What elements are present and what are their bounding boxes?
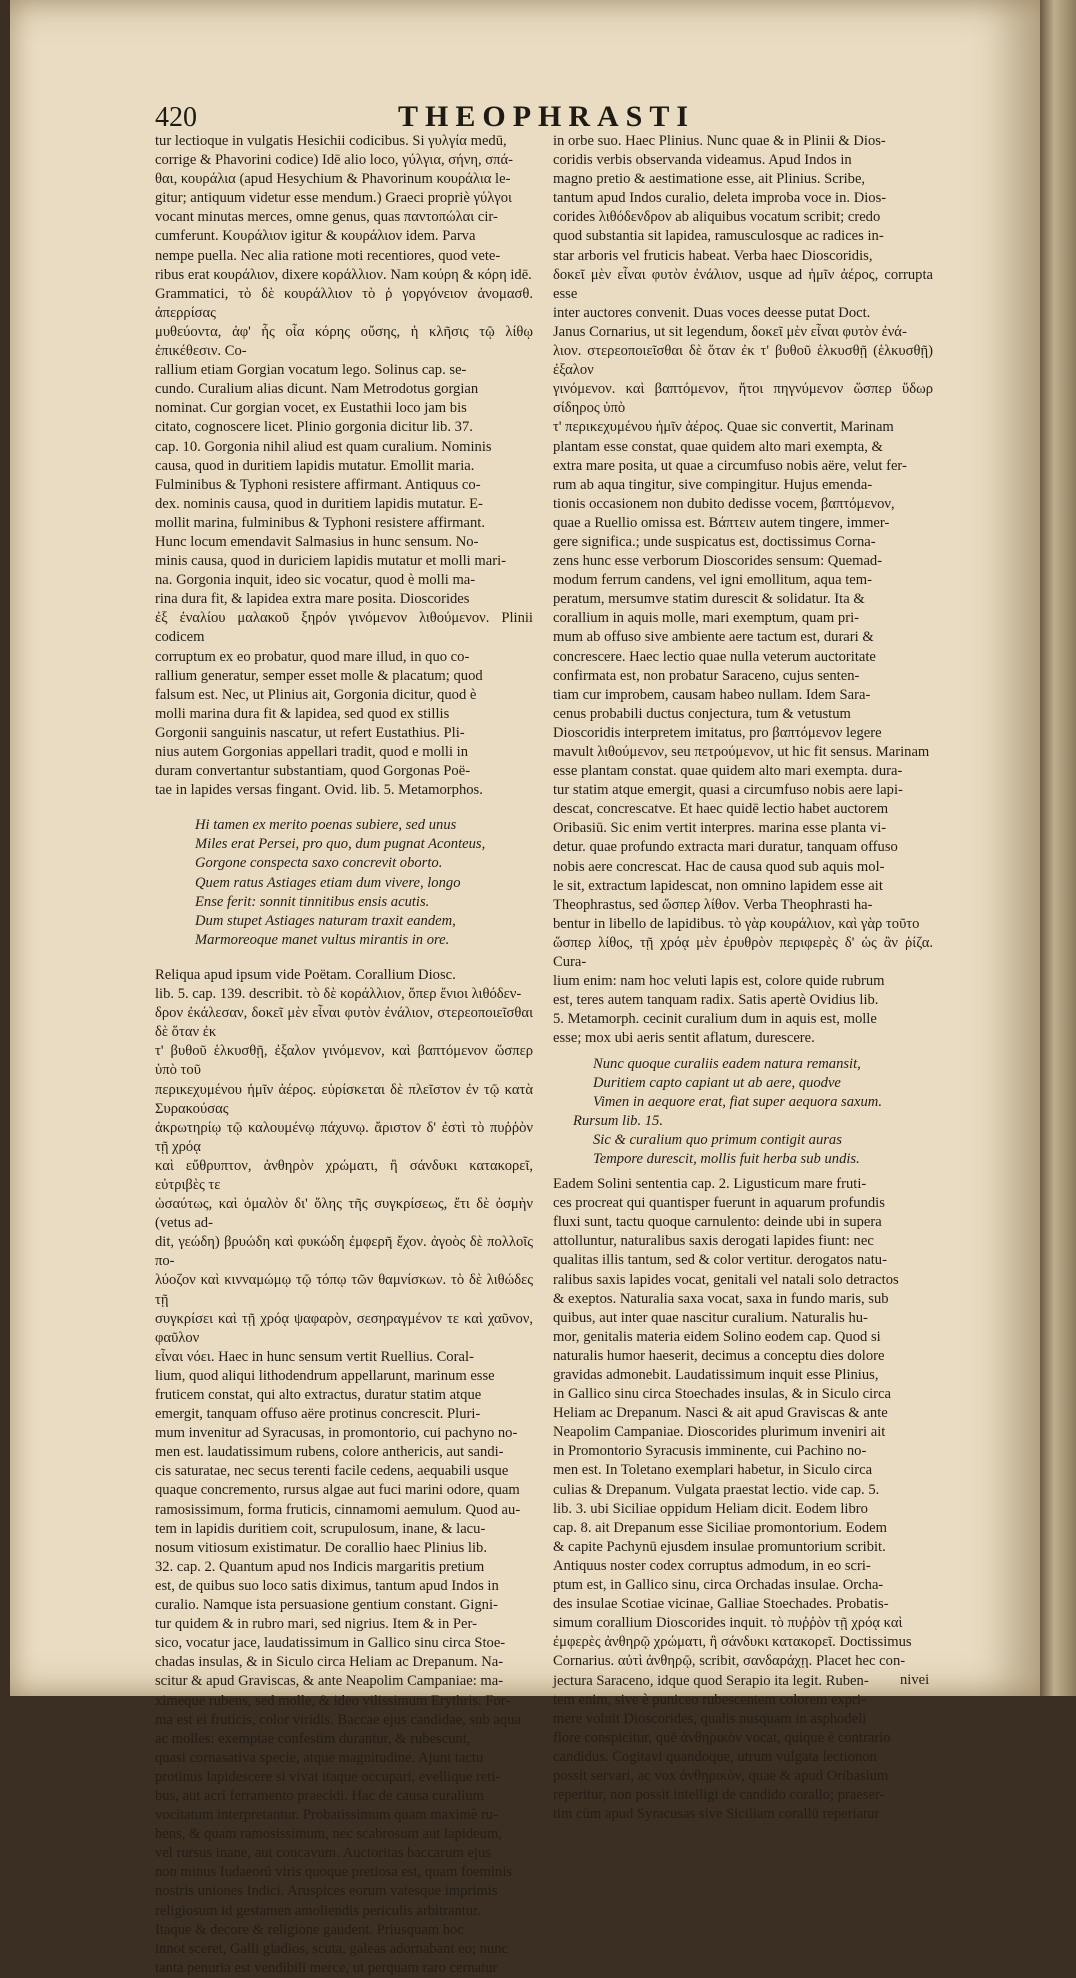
text-line: mor, genitalis materia eidem Solino eodem cap. Quod si	[553, 1328, 881, 1345]
text-line: lib. 3. ubi Siciliae oppidum Heliam dicit. Eodem libro	[553, 1500, 868, 1517]
text-line: rina dura fit, & lapidea extra mare posita. Dioscorides	[155, 591, 470, 608]
text-line: mum ab offuso sive ambiente aere tactum est, durari &	[553, 629, 874, 646]
text-line: gere significa.; unde suspicatus est, doctissimus Corna-	[553, 533, 876, 550]
text-line: modum ferrum candens, vel igni emollitum, aqua tem-	[553, 572, 872, 589]
text-line: θαι, κουράλια (apud Hesychium & Phavorinum κουράλια le-	[155, 171, 511, 188]
text-line: Heliam ac Drepanum. Nasci & ait apud Graviscas & ante	[553, 1405, 888, 1422]
text-line: Janus Cornarius, ut sit legendum, δοκεῖ μὲν εἶναι φυτὸν ἐνά-	[553, 323, 907, 340]
text-line: bentur in libello de lapidibus. τὸ γὰρ κουράλιον, καὶ γὰρ τοῦτο	[553, 915, 920, 932]
text-line: bus, aut acri ferramento praecidi. Hac de causa curalium	[155, 1787, 485, 1804]
text-line: non minus Iudaeorū viris quoque pretiosa est, quam foeminis	[155, 1864, 513, 1881]
text-line: Ense ferit: sonnit tinnitibus ensis acutis.	[195, 893, 430, 910]
text-line: dit, γεώδη) βρυώδη καὶ φυκώδη ἐμφερῆ ἔχον. ἀγοὸς δὲ πολλοῖς πο-	[155, 1234, 533, 1270]
text-line: cap. 8. ait Drepanum esse Siciliae promontorium. Eodem	[553, 1519, 887, 1536]
text-line: corrige & Phavorini codice) Idē alio loco, γύλγια, σήνη, σπά-	[155, 152, 514, 169]
text-line: Duritiem capto capiant ut ab aere, quodve	[593, 1074, 841, 1091]
left-paragraph-1	[155, 132, 533, 800]
text-line: zens hunc esse verborum Dioscorides sensum: Quemad-	[553, 553, 883, 570]
text-line: jectura Saraceno, idque quod Serapio ita legit. Ruben-	[553, 1672, 869, 1689]
text-line: mavult λιθούμενον, seu πετρούμενον, ut hic fit sensus. Marinam	[553, 744, 930, 760]
text-line: lium, quod aliqui lithodendrum appellarunt, marinum esse	[155, 1367, 495, 1384]
ovid-verse-right-2	[593, 1131, 933, 1169]
text-line: in Gallico sinu circa Stoechades insulas, & in Siculo circa	[553, 1386, 892, 1403]
text-line: nius autem Gorgonias appellari tradit, quod e molli in	[155, 744, 469, 760]
text-line: ὥσπερ λίθος, τῇ χρόᾳ μὲν ἐρυθρὸν περιφερὲς δ' ὡς ἂν ῥίζα. Cura-	[553, 934, 933, 971]
text-line: molli marina dura fit & lapidea, sed quod ex stillis	[155, 705, 450, 722]
text-line: possit servari, ac vox ἀνθηρικὸν, quae & apud Oribasium	[553, 1767, 889, 1784]
text-line: vocant minutas merces, omne genus, quas παντοπώλαι cir-	[155, 209, 498, 226]
text-line: Gorgone conspecta saxo concrevit oborto.	[195, 855, 443, 872]
text-line: simum corallium Dioscorides inquit. τὸ πυῤῥὸν τῇ χρόᾳ καὶ	[553, 1615, 903, 1632]
text-line: quasi cornasativa specie, atque magnitudine. Ajunt tactu	[155, 1749, 484, 1766]
text-line: corruptum ex eo probatur, quod mare illud, in quo co-	[155, 648, 470, 665]
text-line: scitur & apud Graviscas, & ante Neapolim Campaniae: ma-	[155, 1673, 504, 1690]
text-line: rallium etiam Gorgian vocatum lego. Solinus cap. se-	[155, 362, 467, 379]
text-line: cenus probabili ductus conjectura, tum & vetustum	[553, 705, 851, 722]
text-line: τ' βυθοῦ ἑλκυσθῇ, ἐξαλον γινόμενον, καὶ βαπτόμενον ὥσπερ ὑπὸ τοῦ	[155, 1043, 533, 1079]
text-line: Vimen in aequore erat, fiat super aequora saxum.	[593, 1093, 882, 1110]
text-line: cap. 10. Gorgonia nihil aliud est quam curalium. Nominis	[155, 438, 492, 455]
verse-reference: Rursum lib. 15.	[573, 1112, 663, 1129]
text-line: & capite Pachynū ejusdem insulae promuntorium scribit.	[553, 1538, 886, 1555]
text-line: mere voluit Dioscorides, qualis nusquam in asphodeli	[553, 1710, 867, 1727]
text-line: καὶ εὔθρυπτον, ἀνθηρὸν χρώματι, ἢ σάνδυκι κατακορεῖ, εὐτριβὲς τε	[155, 1157, 533, 1193]
ovid-verse-left	[195, 816, 533, 950]
text-line: tim cūm apud Syracusas sive Siciliam corallū reperiatur	[553, 1806, 880, 1823]
text-line: cundo. Curalium alias dicunt. Nam Metrodotus gorgian	[155, 381, 479, 398]
text-line: quibus, aut inter quae nascitur curalium. Naturalis hu-	[553, 1309, 868, 1326]
text-line: Hunc locum emendavit Salmasius in hunc sensum. No-	[155, 533, 479, 550]
text-line: gravidas admonebit. Laudatissimum inquit esse Plinius,	[553, 1367, 879, 1383]
text-line: Neapolim Campaniae. Dioscorides plurimum inveniri ait	[553, 1424, 886, 1441]
text-line: tur lectioque in vulgatis Hesichii codicibus. Si γυλγία medū,	[155, 133, 507, 149]
text-line: Grammatici, τὸ δὲ κουράλλιον τὸ ῥ γοργόνειον ἀνομασθ. ἀπερρίσας	[155, 285, 533, 321]
text-line: coridis verbis observanda videamus. Apud Indos in	[553, 152, 852, 169]
catchword: nivei	[900, 1672, 930, 1688]
text-line: in Promontorio Syracusis imminente, cui Pachino no-	[553, 1443, 867, 1460]
text-line: tionis occasionem non dubito dedisse vocem, βαπτόμενον,	[553, 495, 895, 512]
text-line: curalio. Namque ista persuasione gentium constant. Gigni-	[155, 1597, 498, 1614]
text-line: sico, vocatur jace, laudatissimum in Gallico sinu circa Stoe-	[155, 1635, 506, 1652]
text-line: περικεχυμένου ἡμῖν ἀέρος. εὑρίσκεται δὲ πλεῖστον ἐν τῷ κατὰ Συρακούσας	[155, 1081, 533, 1117]
text-line: λιον. στερεοποιεῖσθαι δὲ ὅταν ἐκ τ' βυθοῦ ἑλκυσθῇ (ἑλκυσθῇ) ἐξαλον	[553, 343, 933, 379]
text-line: fruticem constat, qui alto extractus, duratur statim atque	[155, 1387, 482, 1403]
text-line: men est. laudatissimum rubens, colore anthericis, aut sandi-	[155, 1444, 504, 1461]
running-title: THEOPHRASTI	[398, 100, 696, 133]
text-line: Sic & curalium quo primum contigit auras	[593, 1131, 842, 1148]
text-line: Dioscoridis interpretem imitatus, pro βαπτόμενον legere	[553, 724, 882, 741]
text-line: citato, cognoscere licet. Plinio gorgonia dicitur lib. 37.	[155, 419, 473, 436]
text-line: bens, & quam ramosissimum, nec scabrosum aut lapideum,	[155, 1826, 502, 1843]
text-line: Itaque & decore & religione gaudent. Priusquam hoc	[155, 1921, 464, 1938]
text-line: vel rursus inane, aut concavum. Auctoritas baccarum ejus	[155, 1845, 491, 1862]
text-line: esse; mox ubi aeris sentit aflatum, durescere.	[553, 1030, 815, 1047]
text-line: Hi tamen ex merito poenas subiere, sed unus	[195, 817, 457, 834]
text-line: ἐμφερὲς ἀνθηρῷ χρώματι, ἢ σάνδυκι κατακορεῖ. Doctissimus	[553, 1634, 912, 1651]
text-line: nobis aere concrescat. Hac de causa quod sub aquis mol-	[553, 858, 885, 875]
text-line: rum ab aqua tingitur, sive compingitur. Hujus emenda-	[553, 476, 873, 493]
text-line: Eadem Solini sententia cap. 2. Ligusticum mare fruti-	[553, 1176, 867, 1193]
text-line: tem in lapidis duritiem coit, scrupulosum, inane, & lacu-	[155, 1520, 486, 1537]
text-line: 32. cap. 2. Quantum apud nos Indicis margaritis pretium	[155, 1558, 485, 1575]
running-header	[0, 100, 1030, 134]
text-line: lib. 5. cap. 139. describit. τὸ δὲ κοράλλιον, ὅπερ ἔνιοι λιθόδεν-	[155, 986, 522, 1003]
text-line: religiosum id gestamen amoliendis periculis arbitrantur.	[155, 1902, 481, 1919]
text-line: corallium in aquis molle, mari exemptum, quam pri-	[553, 610, 859, 627]
text-line: συγκρίσει καὶ τῇ χρόᾳ ψαφαρὸν, σεσηραγμένον τε καὶ χαῦνον, φαῦλον	[155, 1310, 533, 1346]
text-line: causa, quod in duritiem lapidis mutatur. Emollit maria.	[155, 457, 475, 474]
text-line: ac molles: exemptae confestim durantur, & rubescunt,	[155, 1730, 471, 1747]
text-line: γινόμενον. καὶ βαπτόμενον, ἤτοι πηγνύμενον ὥσπερ ὕδωρ σίδηρος ὑπὸ	[553, 381, 933, 417]
text-line: Oribasiū. Sic enim vertit interpres. marina esse planta vi-	[553, 820, 887, 837]
text-line: corides λιθόδενδρον ab aliquibus vocatum scribit; credo	[553, 209, 881, 226]
text-line: nostris uniones Indici. Aruspices eorum vatesque imprimis	[155, 1883, 498, 1900]
text-line: plantam esse constat, quae quidem alto mari exempta, &	[553, 438, 883, 455]
text-line: Gorgonii sanguinis nascatur, ut refert Eustathius. Pli-	[155, 724, 465, 741]
text-line: mollit marina, fulminibus & Typhoni resistere affirmant.	[155, 514, 485, 531]
text-line: quaque concremento, rursus algae aut fuci marini odore, quam	[155, 1482, 520, 1499]
text-line: nominat. Cur gorgian vocet, ex Eustathii loco jam bis	[155, 400, 467, 417]
text-line: descat, concrescatve. Et haec quidē lectio habet auctorem	[553, 801, 889, 818]
text-line: tantum apud Indos curalio, deleta improba voce in. Dios-	[553, 190, 887, 207]
text-line: in orbe suo. Haec Plinius. Nunc quae & in Plinii & Dios-	[553, 133, 886, 149]
text-line: protinus lapidescere si vivat itaque occupari, evellique reti-	[155, 1768, 501, 1785]
text-line: flore conspicitur, quē ἀνθηρικὸν vocat, quique è contrario	[553, 1729, 891, 1746]
right-paragraph-2	[553, 1175, 933, 1824]
text-line: chadas insulas, & in Siculo circa Heliam ac Drepanum. Na-	[155, 1654, 504, 1671]
text-line: ces procreat qui quantisper fuerunt in aquarum profundis	[553, 1195, 885, 1212]
text-line: tem enim, sive è puniceo rubescentem colorem expri-	[553, 1691, 866, 1708]
text-line: ὡσαύτως, καὶ ὁμαλὸν δι' ὅλης τῆς συγκρίσεως, ἔτι δὲ ὀσμὴν (vetus ad-	[155, 1196, 533, 1232]
text-line: detur. quae profundo extracta mari duratur, tanquam offuso	[553, 839, 898, 856]
text-line: δοκεῖ μὲν εἶναι φυτὸν ἐνάλιον, usque ad ἡμῖν ἀέρος, corrupta esse	[553, 266, 933, 302]
text-line: extra mare posita, ut quae a circumfuso nobis aëre, velut fer-	[553, 457, 907, 474]
text-line: ἐξ ἐναλίου μαλακοῦ ξηρόν γινόμενον λιθούμενον. Plinii codicem	[155, 610, 533, 646]
text-line: concrescere. Haec lectio quae nulla veterum auctoritate	[553, 648, 876, 665]
text-line: magno pretio & aestimatione esse, ait Plinius. Scribe,	[553, 171, 866, 188]
text-line: ribus erat κουράλιον, dixere κοράλλιον. Nam κούρη & κόρη idē.	[155, 266, 532, 283]
text-line: mum invenitur ad Syracusas, in promontorio, cui pachyno no-	[155, 1425, 518, 1442]
text-line: ximeque rubens, sed molle, & ideo vilissimum Erythris. For-	[155, 1692, 511, 1709]
text-line: reperitur, non possit intelligi de candido corallo; praeser-	[553, 1787, 885, 1804]
text-line: quae a Ruellio omissa est. Βάπτειν autem tingere, immer-	[553, 514, 890, 531]
text-line: naturalis humor haeserit, decimus a conceptu dies dolore	[553, 1347, 885, 1364]
text-line: cis saturatae, nec secus terenti facile cedens, aequabili usque	[155, 1463, 509, 1480]
text-line: Tempore durescit, mollis fuit herba sub undis.	[593, 1150, 860, 1167]
text-line: quod substantia sit lapidea, ramusculosque ac radices in-	[553, 228, 884, 245]
text-line: dex. nominis causa, quod in duritiem lapidis mutatur. E-	[155, 495, 483, 512]
text-line: tanta penuria est vendibili merce, ut perquam raro cernatur	[155, 1959, 498, 1976]
text-line: Fulminibus & Typhoni resistere affirmant. Antiquus co-	[155, 476, 481, 493]
text-line: Dum stupet Astiages naturam traxit eandem,	[195, 912, 456, 929]
text-line: & exeptos. Naturalia saxa vocat, saxa in fundo maris, sub	[553, 1290, 889, 1307]
text-line: duram convertantur substantiam, quod Gorgonas Poë-	[155, 763, 471, 780]
text-line: fluxi sunt, tactu quoque carnulento: deinde ubi in supera	[553, 1214, 882, 1231]
text-line: nosum vitiosum existimatur. De corallio haec Plinius lib.	[155, 1539, 487, 1556]
text-line: ralibus saxis lapides vocat, genitali vel natali solo detractos	[553, 1271, 899, 1288]
text-line: Miles erat Persei, pro quo, dum pugnat Aconteus,	[195, 836, 486, 853]
text-line: men est. In Toletano exemplari habetur, in Siculo circa	[553, 1462, 873, 1479]
text-line: des insulae Scotiae vicinae, Galliae Stoechades. Probatis-	[553, 1596, 889, 1613]
text-line: peratum, mersumve statim durescit & solidatur. Ita &	[553, 591, 865, 608]
text-line: Reliqua apud ipsum vide Poëtam. Corallium Diosc.	[155, 966, 456, 983]
page-edge	[1040, 0, 1076, 1696]
right-paragraph-1	[553, 132, 933, 1049]
text-line: Marmoreoque manet vultus mirantis in ore.	[195, 931, 450, 948]
text-line: ramosissimum, forma fruticis, cinnamomi aemulum. Quod au-	[155, 1501, 521, 1518]
text-line: tur quidem & in rubro mari, sed nigrius. Item & in Per-	[155, 1616, 477, 1633]
text-line: τ' περικεχυμένου ἡμῖν ἀέρος. Quae sic convertit, Marinam	[553, 419, 894, 436]
text-line: confirmata est, non probatur Saraceno, cujus senten-	[553, 667, 860, 684]
text-line: Antiquus noster codex corruptus admodum, in eo scri-	[553, 1557, 871, 1574]
text-line: tae in lapides versas fingant. Ovid. lib. 5. Metamorphos.	[155, 782, 483, 799]
text-line: ma est ei fruticis, color viridis. Baccae ejus candidae, sub aqua	[155, 1711, 521, 1728]
text-line: esse plantam constat. quae quidem alto mari exempta. dura-	[553, 763, 903, 780]
text-line: εἶναι νόει. Haec in hunc sensum vertit Ruellius. Coral-	[155, 1348, 474, 1365]
text-line: est, de quibus suo loco satis diximus, tantum apud Indos in	[155, 1577, 499, 1594]
text-line: qualitas illis tantum, sed & color vertitur. derogatos natu-	[553, 1252, 887, 1269]
text-line: μυθεύοντα, ἀφ' ἧς οἷα κόρης οὔσης, ἡ κλῆσις τῷ λίθῳ ἐπικέθεσιν. Co-	[155, 323, 533, 360]
text-line: 5. Metamorph. cecinit curalium dum in aquis est, molle	[553, 1011, 877, 1028]
text-line: Quem ratus Astiages etiam dum vivere, longo	[195, 874, 461, 891]
text-line: falsum est. Nec, ut Plinius ait, Gorgonia dicitur, quod è	[155, 686, 477, 703]
right-column	[553, 132, 933, 1824]
text-line: candidus. Cogitavi quandoque, utrum vulgata lectionon	[553, 1748, 877, 1765]
text-line: inter auctores convenit. Duas voces deesse putat Doct.	[553, 304, 871, 321]
text-line: ptum est, in Gallico sinu, circa Orchadas insulae. Orcha-	[553, 1577, 884, 1594]
ovid-verse-right-1	[593, 1055, 933, 1112]
text-line: vocitatum interpretantur. Probatissimum quam maximè ru-	[155, 1807, 498, 1824]
text-line: ἀκρωτηρίῳ τῷ καλουμένῳ πάχυνῳ. ἄριστον δ' ἐστὶ τὸ πυῤῥὸν τῇ χρόᾳ	[155, 1119, 533, 1155]
text-line: tur statim atque emergit, quasi a circumfuso nobis aere lapi-	[553, 782, 903, 799]
text-line: λύοζον καὶ κινναμώμῳ τῷ τόπῳ τῶν θαμνίσκων. τὸ δὲ λιθώδες τῇ	[155, 1272, 533, 1308]
left-paragraph-2	[155, 966, 533, 1978]
text-line: le sit, extractum lapidescat, non omnino lapidem esse ait	[553, 877, 883, 894]
text-line: nempe puella. Nec alia ratione moti recentiores, quod vete-	[155, 247, 501, 264]
text-line: lium enim: nam hoc veluti lapis est, colore quide rubrum	[553, 973, 885, 990]
text-line: rallium generatur, semper esset molle & placatum; quod	[155, 667, 483, 684]
text-line: Theophrastus, sed ὥσπερ λίθον. Verba Theophrasti ha-	[553, 896, 873, 913]
text-line: emergit, tanquam offuso aëre protinus concrescit. Pluri-	[155, 1406, 481, 1423]
text-line: tiam cur improbem, causam habeo nullam. Idem Sara-	[553, 686, 871, 703]
text-line: star arboris vel fruticis habeat. Verba haec Dioscoridis,	[553, 247, 873, 264]
text-line: minis causa, quod in duriciem lapidis mutatur et molli mari-	[155, 553, 506, 570]
text-line: est, teres autem tanquam radix. Satis apertè Ovidius lib.	[553, 992, 879, 1009]
text-line: attolluntur, naturalibus saxis derogati lapides fiunt: nec	[553, 1233, 874, 1250]
text-line: gitur; antiquum videtur esse mendum.) Graeci propriè γύλγοι	[155, 190, 512, 207]
page-number: 420	[155, 102, 197, 133]
left-column	[155, 132, 533, 1978]
text-line: innot sceret, Galli gladios, scuta, galeas adornabant eo; nunc	[155, 1940, 508, 1957]
text-line: δρον ἐκάλεσαν, δοκεῖ μὲν εἶναι φυτὸν ἐνάλιον, στερεοποιεῖσθαι δὲ ὅταν ἐκ	[155, 1005, 533, 1041]
text-line: cumferunt. Κουράλιον igitur & κουράλιον idem. Parva	[155, 228, 476, 245]
text-line: na. Gorgonia inquit, ideo sic vocatur, quod è molli ma-	[155, 572, 476, 589]
text-line: Cornarius. αὐτὶ ἀνθηρῷ, scribit, σανδαράχῃ. Placet hec con-	[553, 1653, 906, 1670]
text-line: Nunc quoque curaliis eadem natura remansit,	[593, 1055, 861, 1072]
text-line: culias & Drepanum. Vulgata praestat lectio. vide cap. 5.	[553, 1481, 880, 1498]
